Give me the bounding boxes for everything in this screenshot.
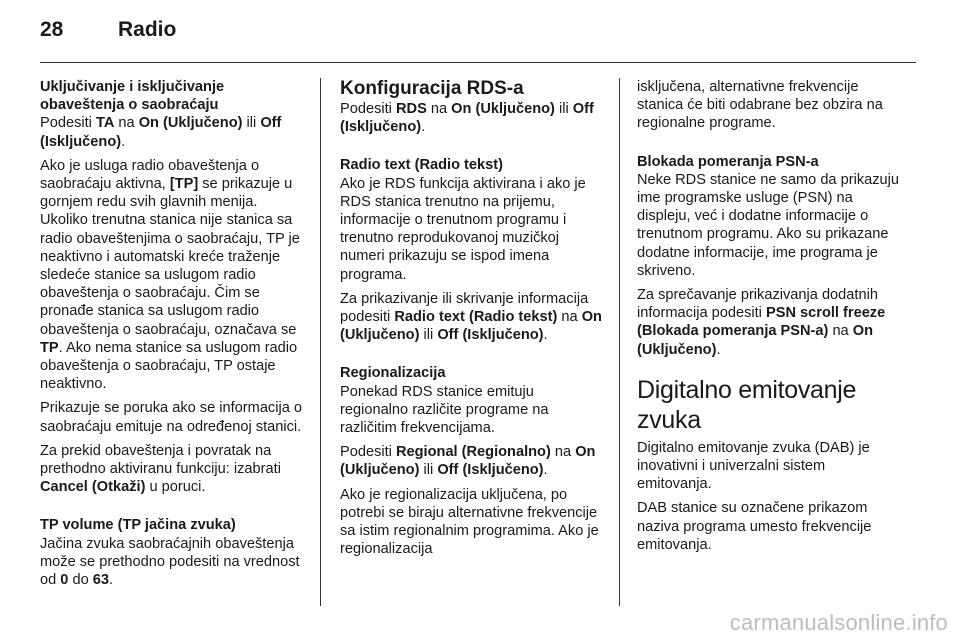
watermark-text: carmanualsonline.info xyxy=(729,610,948,635)
section-heading-psn-scroll-freeze: Blokada pomeranja PSN-a xyxy=(637,153,819,170)
paragraph: Ako je RDS funkcija aktivirana i ako je RDS stanica trenutno na prijemu, informacije o trenutnom programu i trenutno reprodukovanoj muzičkoj numeri prikazuju se ispod imena programa. xyxy=(340,175,586,283)
page-header xyxy=(40,18,176,48)
section-heading-tp-volume: TP volume (TP jačina zvuka) xyxy=(40,517,236,534)
paragraph: Ponekad RDS stanice emituju regionalno različite programe na različitim frekvencijama. xyxy=(340,383,549,437)
section-heading-dab: Digitalno emitovanje zvuka xyxy=(637,375,857,434)
column-divider-1 xyxy=(320,78,321,606)
section-heading-traffic-announcements: Uključivanje i isključivanje obaveštenja o saobraćaju xyxy=(40,79,225,114)
paragraph: Za prikazivanje ili skrivanje informacija podesiti Radio text (Radio tekst) na On (Uključeno) ili Off (Isključeno). xyxy=(340,290,602,344)
paragraph: Ako je usluga radio obaveštenja o saobraćaju aktivna, [TP] se prikazuje u gornjem redu svih glavnih menija. Ukoliko trenutna stanica nije stanica sa radio obaveštenjima o saobraćaju, TP je neaktivno i automatski kreće traženje sledeće stanice sa uslugom radio obaveštenja o saobraćaju. Čim se pronađe stanica sa uslugom radio obaveštenja o saobraćaju, označava se TP. Ako nema stanice sa uslugom radio obaveštenja o saobraćaju, TP ostaje neaktivno. xyxy=(40,157,300,393)
paragraph: Neke RDS stanice ne samo da prikazuju ime programske usluge (PSN) na displeju, već i dodatne informacije o trenutnom programu. Ako su prikazane dodatne informacije, ime programa je skriveno. xyxy=(637,171,900,279)
page-number: 28 xyxy=(40,18,64,41)
section-heading-regionalization: Regionalizacija xyxy=(340,365,446,382)
paragraph: Za sprečavanje prikazivanja dodatnih informacija podesiti PSN scroll freeze (Blokada pomeranja PSN-a) na On (Uključeno). xyxy=(637,287,886,358)
column-1 xyxy=(40,78,306,595)
paragraph: Digitalno emitovanje zvuka (DAB) je inovativni i univerzalni sistem emitovanja. xyxy=(637,439,870,493)
column-divider-2 xyxy=(619,78,620,606)
column-2 xyxy=(340,78,606,564)
column-3 xyxy=(637,78,903,560)
page-title: Radio xyxy=(118,18,177,41)
paragraph: Podesiti TA na On (Uključeno) ili Off (Isključeno). xyxy=(40,115,282,150)
section-heading-rds-configuration: Konfiguracija RDS-a xyxy=(340,78,524,99)
section-heading-radio-text: Radio text (Radio tekst) xyxy=(340,157,503,174)
paragraph: Ako je regionalizacija uključena, po potrebi se biraju alternativne frekvencije sa istim regionalnim programima. Ako je regionalizacija xyxy=(340,486,599,558)
paragraph: Podesiti RDS na On (Uključeno) ili Off (Isključeno). xyxy=(340,101,594,136)
paragraph: Prikazuje se poruka ako se informacija o saobraćaju emituje na određenoj stanici. xyxy=(40,400,303,435)
paragraph: Za prekid obaveštenja i povratak na prethodno aktiviranu funkciju: izabrati Cancel (Otkaži) u poruci. xyxy=(40,442,281,496)
paragraph: DAB stanice su označene prikazom naziva programa umesto frekvencije emitovanja. xyxy=(637,500,872,553)
header-divider xyxy=(40,62,916,63)
paragraph: Podesiti Regional (Regionalno) na On (Uključeno) ili Off (Isključeno). xyxy=(340,444,596,479)
paragraph: Jačina zvuka saobraćajnih obaveštenja može se prethodno podesiti na vrednost od 0 do 63. xyxy=(40,535,300,589)
paragraph: isključena, alternativne frekvencije stanica će biti odabrane bez obzira na regionalne programe. xyxy=(637,79,883,132)
